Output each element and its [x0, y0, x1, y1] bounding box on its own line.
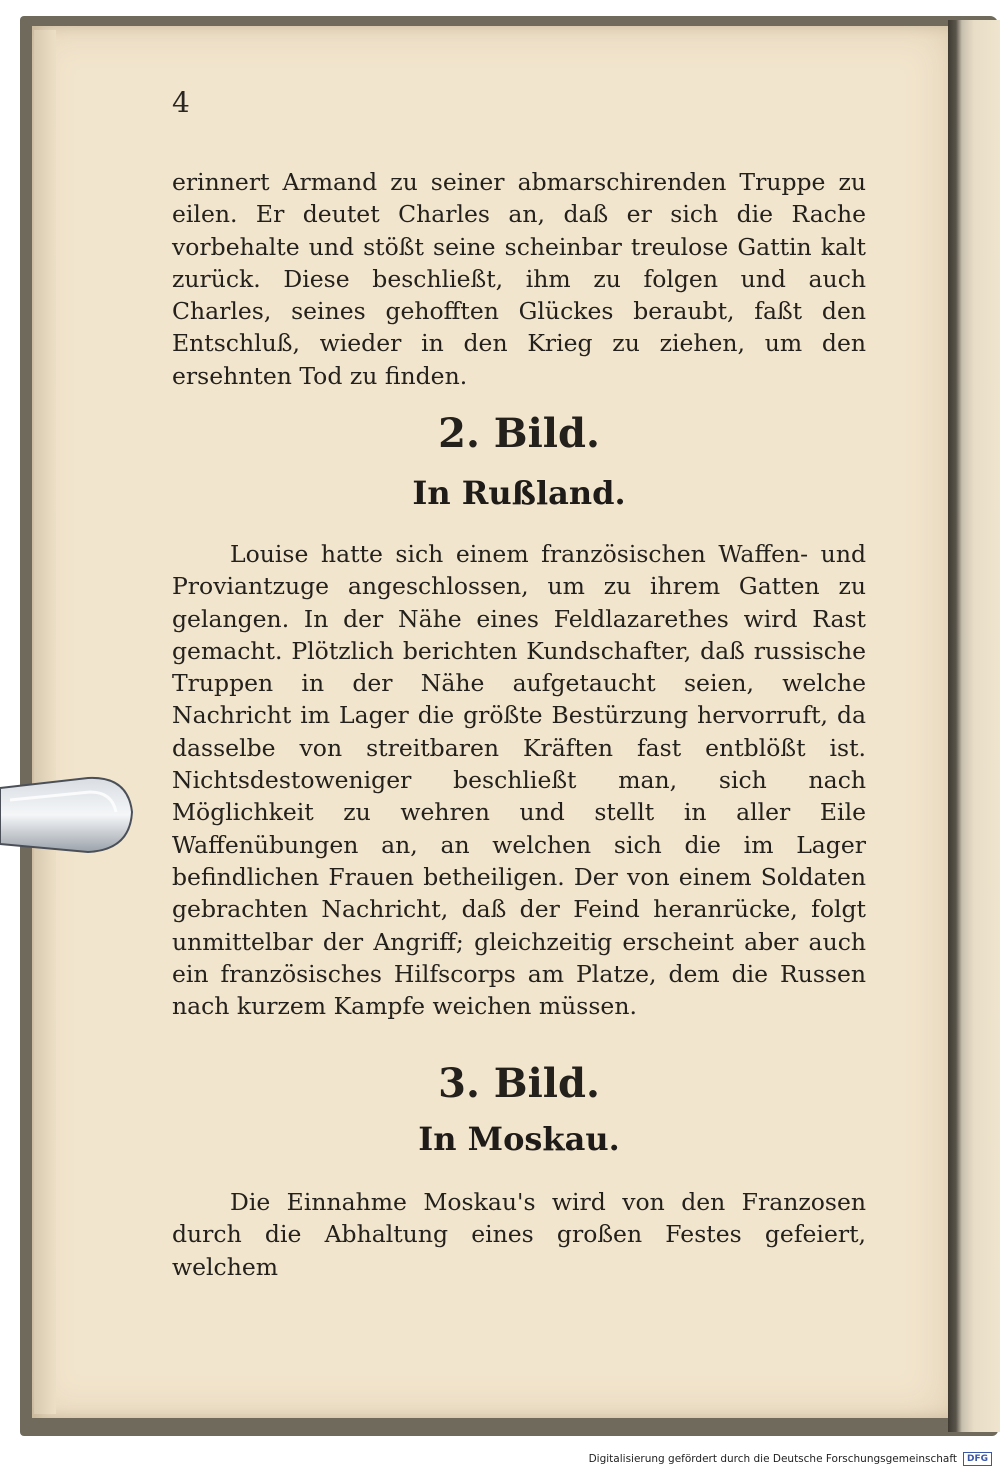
- paragraph-1: erinnert Armand zu seiner abmarschirenden Truppe zu eilen. Er deutet Charles an, daß er sich die Rache vorbehalte und stößt seine scheinbar treulose Gattin kalt zurück. Diese beschließt, ihm zu folgen und auch Charles, seines gehofften Glückes beraubt, faßt den Entschluß, wieder in den Krieg zu ziehen, um den ersehnten Tod zu finden.: [172, 168, 866, 390]
- section-3-number: 3. Bild.: [438, 1060, 600, 1107]
- section-2-title: In Rußland.: [412, 474, 626, 512]
- plastic-clip-icon: [0, 760, 150, 868]
- paragraph-3: Die Einnahme Moskau's wird von den Franzosen durch die Abhaltung eines großen Festes gefeiert, welchem: [172, 1188, 866, 1281]
- digitization-credit: [589, 1452, 992, 1466]
- paragraph-2: Louise hatte sich einem französischen Waffen- und Proviantzuge angeschlossen, um zu ihrem Gatten zu gelangen. In der Nähe eines Feldlazarethes wird Rast gemacht. Plötzlich berichten Kundschafter, daß russische Truppen in der Nähe aufgetaucht seien, welche Nachricht im Lager die größte Bestürzung hervorruft, da dasselbe von streitbaren Kräften fast entblößt ist. Nichtsdestoweniger beschließt man, sich nach Möglichkeit zu wehren und stellt in aller Eile Waffenübungen an, an welchen sich die im Lager befindlichen Frauen betheiligen. Der von einem Soldaten gebrachten Nachricht, daß der Feind heranrücke, folgt unmittelbar der Angriff; gleichzeitig erscheint aber auch ein französisches Hilfscorps am Platze, dem die Russen nach kurzem Kampfe weichen müssen.: [172, 540, 866, 1021]
- book-board-right: [948, 20, 1000, 1432]
- page-gutter: [34, 30, 56, 1414]
- section-3-title: In Moskau.: [418, 1120, 620, 1158]
- credit-text: Digitalisierung gefördert durch die Deutsche Forschungsgemeinschaft: [588, 1453, 957, 1465]
- section-2-number: 2. Bild.: [438, 410, 600, 457]
- dfg-logo-icon: DFG: [963, 1452, 992, 1466]
- page-number: 4: [172, 86, 190, 119]
